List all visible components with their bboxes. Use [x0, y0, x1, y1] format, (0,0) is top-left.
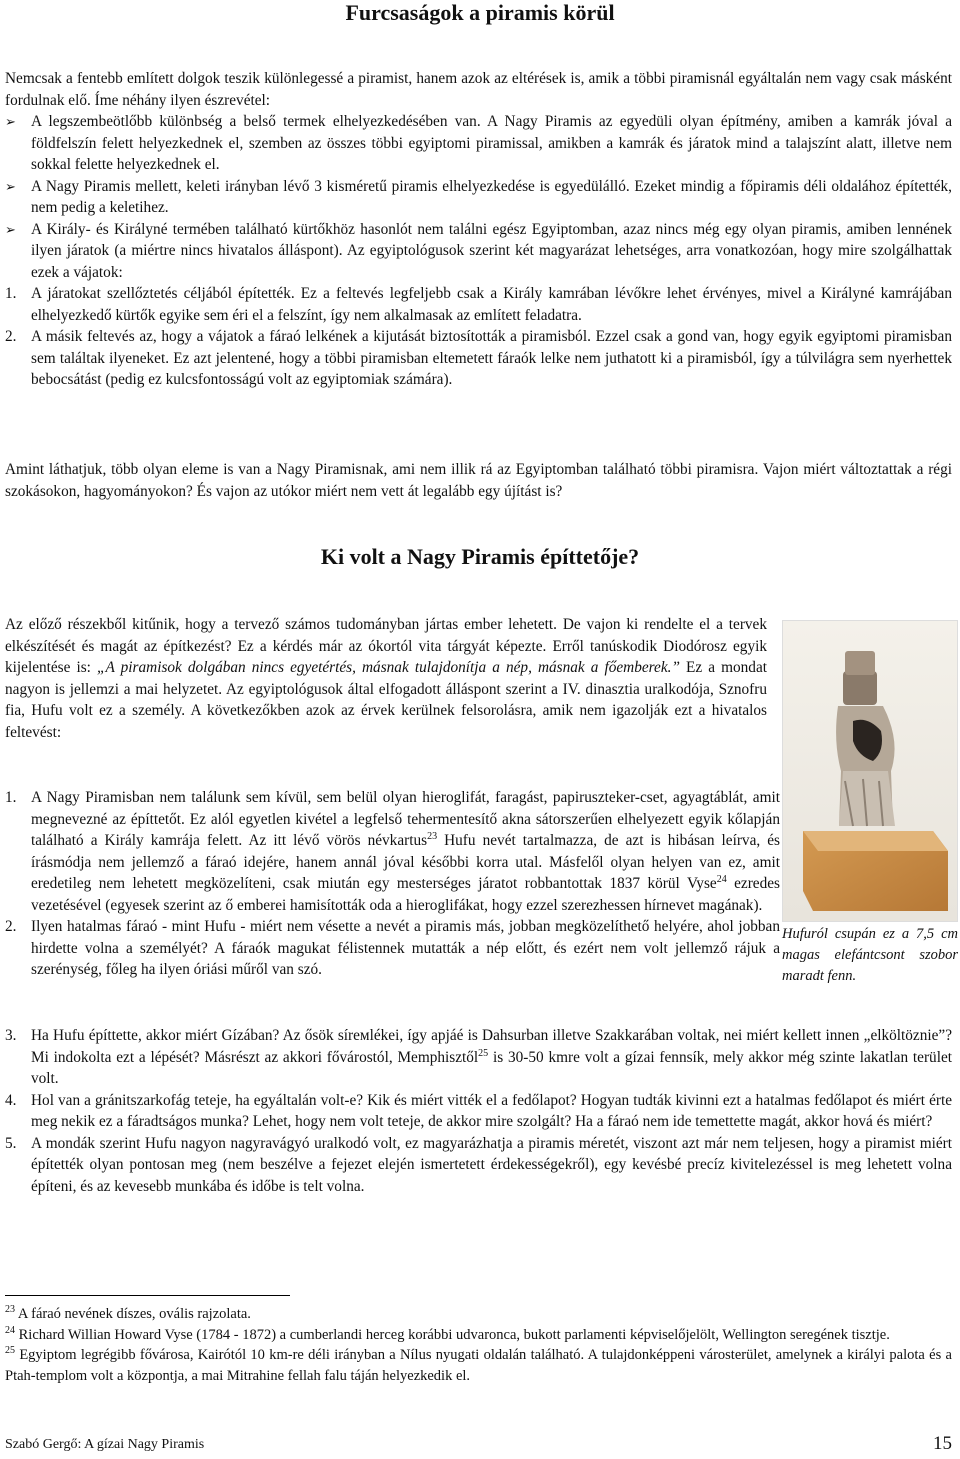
section-title: Ki volt a Nagy Piramis építtetője?: [320, 544, 640, 569]
bullet-text: A Király- és Királyné termében található kürtőkhöz hasonlót nem találni egész Egyiptomban, azaz nincs még egy olyan piramis, amiben lennének ilyen járatok (a miértre nincs hivatalos álláspont). Az egyiptológusok szerint két magyarázat lehetséges, arra vonatkozóan, hogy mire szolgálhattak ezek a vájatok:: [31, 220, 952, 281]
footer-author-title: Szabó Gergő: A gízai Nagy Piramis: [5, 1437, 205, 1452]
section-intro-paragraph: [5, 614, 767, 743]
footnote-number: 24: [5, 1324, 15, 1336]
argument-list-part1: [5, 787, 780, 981]
list-number: 1.: [5, 285, 17, 302]
arrow-bullet-icon: ➢: [5, 114, 16, 129]
footnote-divider: [5, 1295, 290, 1296]
footnote-ref: 24: [716, 873, 727, 885]
list-text: Ha Hufu építtette, akkor miért Gízában? Az ősök sírемlékei, így apjáé is Dahsurban illetve Szakkarában voltak, nei miért kellett innen „elköltöznie”? Mi indokolta ezt a lépését? Másrészt az akkori fővárostól, Memphisztől: [31, 1027, 952, 1066]
list-text: ezredes vezetésével (egyesek szerint az ő emberei hamisították oda a hieroglifákat, hogy ezzel szerezhessen hírnevet magának).: [31, 875, 780, 914]
footnote-number: 25: [5, 1345, 15, 1357]
statue-photo: [782, 620, 958, 922]
list-text: Ilyen hatalmas fáraó - mint Hufu - miért nem vésette a nevét a piramis más, jobban megközelíthető helyére, ahol jobban hirdette volna a személyét? A fáraók magukat félistennek mutatták a nép előtt, és ezért nem volt jellemző rájuk a szerénység, főleg ha ilyen óriási műről van szó.: [31, 918, 780, 978]
intro-paragraph: Nemcsak a fentebb említett dolgok teszik különlegessé a piramist, hanem azok az eltérések is, amik a többi piramisnál egyáltalán nem vagy csak másként fordulnak elő. Íme néhány ilyen észrevétel:: [5, 70, 952, 109]
footnote-ref: 25: [478, 1047, 489, 1059]
list-text: A mondák szerint Hufu nagyon nagyravágyó uralkodó volt, ez magyarázhatja a piramis méretét, viszont azt már nem teljesen, hogy a piramist miért építették olyan pontosan meg (nem beszélve a fejezet elején ismertetett érdekességekről), egy kevésbé precíz kivitelezéssel is meg lehetett volna építeni, és az kevesebb munkába és időbe is telt volna.: [31, 1134, 952, 1195]
explanation-list: [5, 283, 952, 391]
section-intro-text: Az előző részekből kitűnik, hogy a tervező számos tudományban jártas ember lehetett. De vajon ki rendelte el a tervek elkészítését és magát az építkezést? Ez a kérdés már az ókortól vita tárgyát képezte. Erről tanúskodik Diodórosz egyik kijelentése is:: [5, 616, 767, 676]
section-intro-text: Ez a mondat nagyon is jellemzi a mai helyzetet. Az egyiptológusok által elfogadott álláspont szerint a IV. dinasztia uralkodója, Sznofru fia, Hufu volt ez a személy. A következőkben azok az érvek kerülnek felsorolásra, amik nem igazolják ezt a hivatalos feltevést:: [5, 659, 767, 741]
figure: [782, 620, 958, 987]
observation-list: [5, 111, 952, 391]
list-text: A járatokat szellőztetés céljából építették. Ez a feltevés legfeljebb csak a Király kamrában lévőkre lehet érvényes, mivel a Királyné kamrájában elhelyezkedő kürtők egyike sem éri el a felszínt, így nem alkalmasak az említett feladatra.: [31, 285, 952, 324]
list-item: [5, 1090, 952, 1133]
page-number: 15: [933, 1433, 952, 1454]
footnote-ref: 23: [427, 830, 438, 842]
list-text: Hol van a gránitszarkofág teteje, ha egyáltalán volt-e? Kik és miért vitték el a fedőlapot? Hogyan tudták kivinni ezt a hatalmas fedőlapot és miért érte meg nekik ez a fáradtságos munka? Lehet, hogy nem volt teteje, de akkor mire szolgált? Ha a fáraó nem ide temettette magát, akkor hová és miért?: [31, 1091, 952, 1130]
ivory-statue-image: [783, 621, 957, 921]
bullet-text: A Nagy Piramis mellett, keleti irányban lévő 3 kisméretű piramis elhelyezkedése is egyedülálló. Ezeket mindig a főpiramis déli oldalához építették, nem pedig a keletihez.: [31, 177, 952, 216]
list-text: Hufu nevét tartalmazza, de azt is hibásan leírva, és írásmódja nem jellemző a fáraó idejére, hanem annál jóval későbbi korra utal. Másfelől olyan helyen van ez, amit eredetileg nem lehetett megközelíteni, csak miután egy mesterséges járatot robbantottak 1837 körül Vyse: [31, 832, 780, 892]
footnote: [5, 1304, 952, 1325]
photo-caption: Hufuról csupán ez a 7,5 cm magas elefántcsont szobor maradt fenn.: [782, 926, 958, 984]
footnote: [5, 1325, 952, 1346]
list-item: [5, 176, 952, 219]
footnote-text: Richard Willian Howard Vyse (1784 - 1872) a cumberlandi herceg korábbi udvaronca, bukott parlamenti képviselőjelölt, Wellington seregének tisztje.: [15, 1326, 890, 1343]
list-text: A másik feltevés az, hogy a vájatok a fáraó lelkének a kijutását biztosították a piramisból. Ezzel csak a gond van, hogy egyik egyiptomi piramisban sem találtak ilyeneket. Ez azt jelentené, hogy a többi piramisban eltemetett fáraók lelke nem juthatott ki a piramisból, így a túlvilágra sem nyerhettek bebocsátást (pedig ez kulcsfontosságú volt az egyiptomiak számára).: [31, 328, 952, 388]
list-text: A Nagy Piramisban nem találunk sem kívül, sem belül olyan hieroglifát, faragást, papiruszteker-cset, agyagtáblát, amit megnevezné az építtetőt. Ez alól egyetlen kivétel a legfelső tehermentesítő akna sátorszerűen elhelyezett egyik kőlapján található a Király kamrája felett. Az itt lévő vörös névkartus: [31, 789, 780, 849]
footnote-text: Egyiptom legrégibb fővárosa, Kairótól 10 km-re déli irányban a Nílus nyugati oldalán található. A tulajdonképpeni városterület, amelynek a királyi palota és a Ptah-templom volt a központja, a mai Mitrahine fellah falu táján helyezkedik el.: [5, 1347, 952, 1384]
list-item: [5, 111, 952, 176]
footnote-text: A fáraó nevének díszes, ovális rajzolata.: [15, 1306, 251, 1322]
summary-paragraph: Amint láthatjuk, több olyan eleme is van a Nagy Piramisnak, ami nem illik rá az Egyiptomban található többi piramisra. Vajon miért változtattak a régi szokásokon, hagyományokon? És vajon az utókor miért nem vett át legalább egy újítást is?: [5, 461, 952, 500]
list-item: [5, 1025, 952, 1090]
footnote: [5, 1345, 952, 1386]
list-number: 3.: [5, 1027, 17, 1044]
bullet-text: A legszembeötlőbb különbség a belső termek elhelyezkedésében van. A Nagy Piramis az egyedüli olyan építmény, amiben a kamrák jóval a földfelszín felett helyezkednek el, szemben az összes többi egyiptomi piramissal, amikben a kamrák és járatok mind a talajszínt alatt, illetve nem sokkal felette helyezkednek el.: [31, 113, 952, 173]
list-number: 2.: [5, 328, 17, 345]
list-number: 2.: [5, 918, 17, 935]
footnotes: [5, 1304, 952, 1386]
list-item: [5, 326, 952, 391]
list-number: 5.: [5, 1134, 17, 1152]
footnote-number: 23: [5, 1304, 15, 1316]
argument-list-part2: [5, 1025, 952, 1197]
list-number: 1.: [5, 789, 17, 806]
list-item: [5, 916, 780, 981]
list-item: [5, 219, 952, 391]
arrow-bullet-icon: ➢: [5, 221, 16, 237]
list-item: [5, 283, 952, 326]
list-item: [5, 787, 780, 916]
diodorus-quote: „A piramisok dolgában nincs egyetértés, másnak tulajdonítja a nép, másnak a főemberek.”: [97, 659, 680, 676]
list-text: is 30-50 kmre volt a gízai fennsík, mely akkor még szinte lakatlan terület volt.: [31, 1048, 952, 1087]
list-number: 4.: [5, 1091, 17, 1109]
page-title: Furcsaságok a piramis körül: [345, 0, 615, 25]
list-item: [5, 1133, 952, 1198]
arrow-bullet-icon: ➢: [5, 178, 16, 194]
